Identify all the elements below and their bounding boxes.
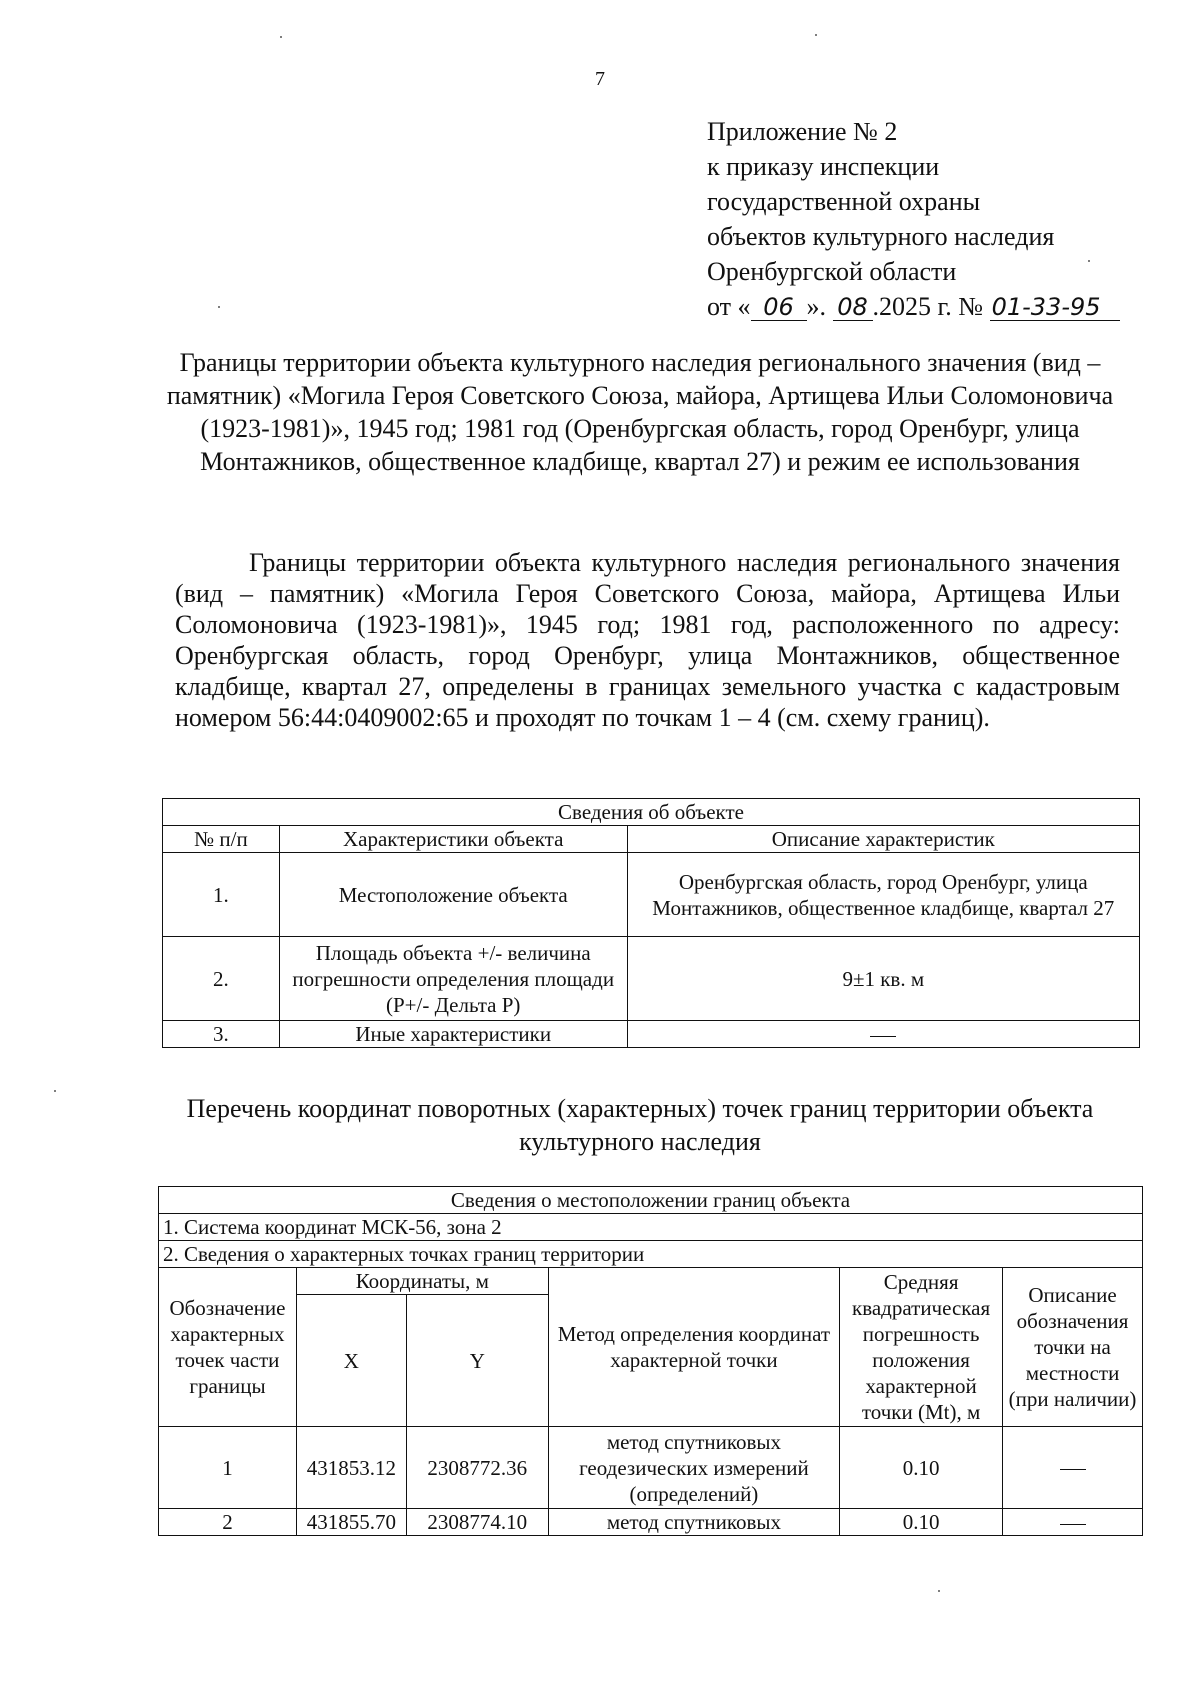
- annex-line: объектов культурного наследия: [707, 222, 1055, 251]
- point-x: 431855.70: [296, 1509, 406, 1536]
- handwritten-month: 08: [833, 294, 873, 321]
- table-cell: 2.: [163, 937, 280, 1021]
- point-description: [1003, 1509, 1143, 1536]
- coordinates-table: [158, 1186, 1143, 1536]
- document-title: Границы территории объекта культурного наследия регионального значения (вид – памятник) «Могила Героя Советского Союза, майора, Артищева Ильи Соломоновича (1923-1981)», 1945 год; 1981 год (Оренбургская область, город Оренбург, улица Монтажников, общественное кладбище, квартал 27) и режим ее использования: [166, 348, 1114, 476]
- page-number: 7: [595, 68, 605, 90]
- point-number: 2: [159, 1509, 297, 1536]
- scan-speck: [280, 36, 282, 38]
- annex-line: Приложение № 2: [707, 117, 898, 146]
- handwritten-day: 06: [751, 294, 807, 321]
- table-cell: 9±1 кв. м: [627, 937, 1139, 1021]
- point-method: метод спутниковых: [548, 1509, 839, 1536]
- annex-date-line: [707, 289, 1120, 324]
- table-cell: 1.: [163, 853, 280, 937]
- annex-line: к приказу инспекции: [707, 152, 940, 181]
- point-error: 0.10: [840, 1509, 1003, 1536]
- table-cell: Местоположение объекта: [279, 853, 627, 937]
- scan-speck: [218, 306, 220, 308]
- scan-speck: [938, 1590, 940, 1592]
- point-y: 2308772.36: [406, 1427, 548, 1509]
- table-row: [159, 1509, 1143, 1536]
- col-designation: Обозначение характерных точек части границы: [159, 1268, 297, 1427]
- point-error: 0.10: [840, 1427, 1003, 1509]
- col-description: Описание обозначения точки на местности (при наличии): [1003, 1268, 1143, 1427]
- col-method: Метод определения координат характерной точки: [548, 1268, 839, 1427]
- annex-date-mid: ».: [806, 292, 833, 321]
- dash-mark: [1060, 1524, 1086, 1525]
- annex-year: .2025 г. №: [872, 292, 990, 321]
- table-row: [159, 1427, 1143, 1509]
- scan-speck: [815, 34, 817, 36]
- table-caption: Сведения о местоположении границ объекта: [159, 1187, 1143, 1214]
- handwritten-order-number: 01-33-95: [990, 294, 1120, 321]
- table-cell: Площадь объекта +/- величина погрешности определения площади (Р+/- Дельта Р): [279, 937, 627, 1021]
- coordinates-section-title: Перечень координат поворотных (характерных) точек границ территории объекта культурного наследия: [186, 1094, 1094, 1156]
- point-method: метод спутниковых геодезических измерений (определений): [548, 1427, 839, 1509]
- boundary-paragraph: Границы территории объекта культурного наследия регионального значения (вид – памятник) «Могила Героя Советского Союза, майора, Артищева Ильи Соломоновича (1923-1981)», 1945 год; 1981 год, расположенного по адресу: Оренбургская область, город Оренбург, улица Монтажников, общественное кладбище, квартал 27, определены в границах земельного участка с кадастровым номером 56:44:0409002:65 и проходят по точкам 1 – 4 (см. схему границ).: [175, 548, 1120, 732]
- annex-block: [707, 114, 1120, 324]
- point-description: [1003, 1427, 1143, 1509]
- annex-line: Оренбургской области: [707, 257, 957, 286]
- scan-speck: [54, 1090, 56, 1092]
- point-number: 1: [159, 1427, 297, 1509]
- col-coordinates: Координаты, м: [296, 1268, 548, 1295]
- table-cell: 3.: [163, 1021, 280, 1048]
- table-cell: Иные характеристики: [279, 1021, 627, 1048]
- scan-speck: [1088, 260, 1090, 262]
- table-caption: Сведения об объекте: [163, 799, 1140, 826]
- point-y: 2308774.10: [406, 1509, 548, 1536]
- coordinate-system-row: 1. Система координат МСК-56, зона 2: [159, 1214, 1143, 1241]
- annex-date-prefix: от «: [707, 292, 751, 321]
- point-x: 431853.12: [296, 1427, 406, 1509]
- annex-line: государственной охраны: [707, 187, 981, 216]
- table-header: № п/п: [163, 826, 280, 853]
- table-header: Описание характеристик: [627, 826, 1139, 853]
- dash-mark: [1060, 1469, 1086, 1470]
- col-y: Y: [406, 1295, 548, 1427]
- dash-mark: [870, 1036, 896, 1037]
- col-error: Средняя квадратическая погрешность положения характерной точки (Mt), м: [840, 1268, 1003, 1427]
- col-x: X: [296, 1295, 406, 1427]
- table-header: Характеристики объекта: [279, 826, 627, 853]
- table-cell-empty: [627, 1021, 1139, 1048]
- table-cell: Оренбургская область, город Оренбург, улица Монтажников, общественное кладбище, квартал 27: [627, 853, 1139, 937]
- points-header-row: 2. Сведения о характерных точках границ территории: [159, 1241, 1143, 1268]
- object-info-table: [162, 798, 1140, 1048]
